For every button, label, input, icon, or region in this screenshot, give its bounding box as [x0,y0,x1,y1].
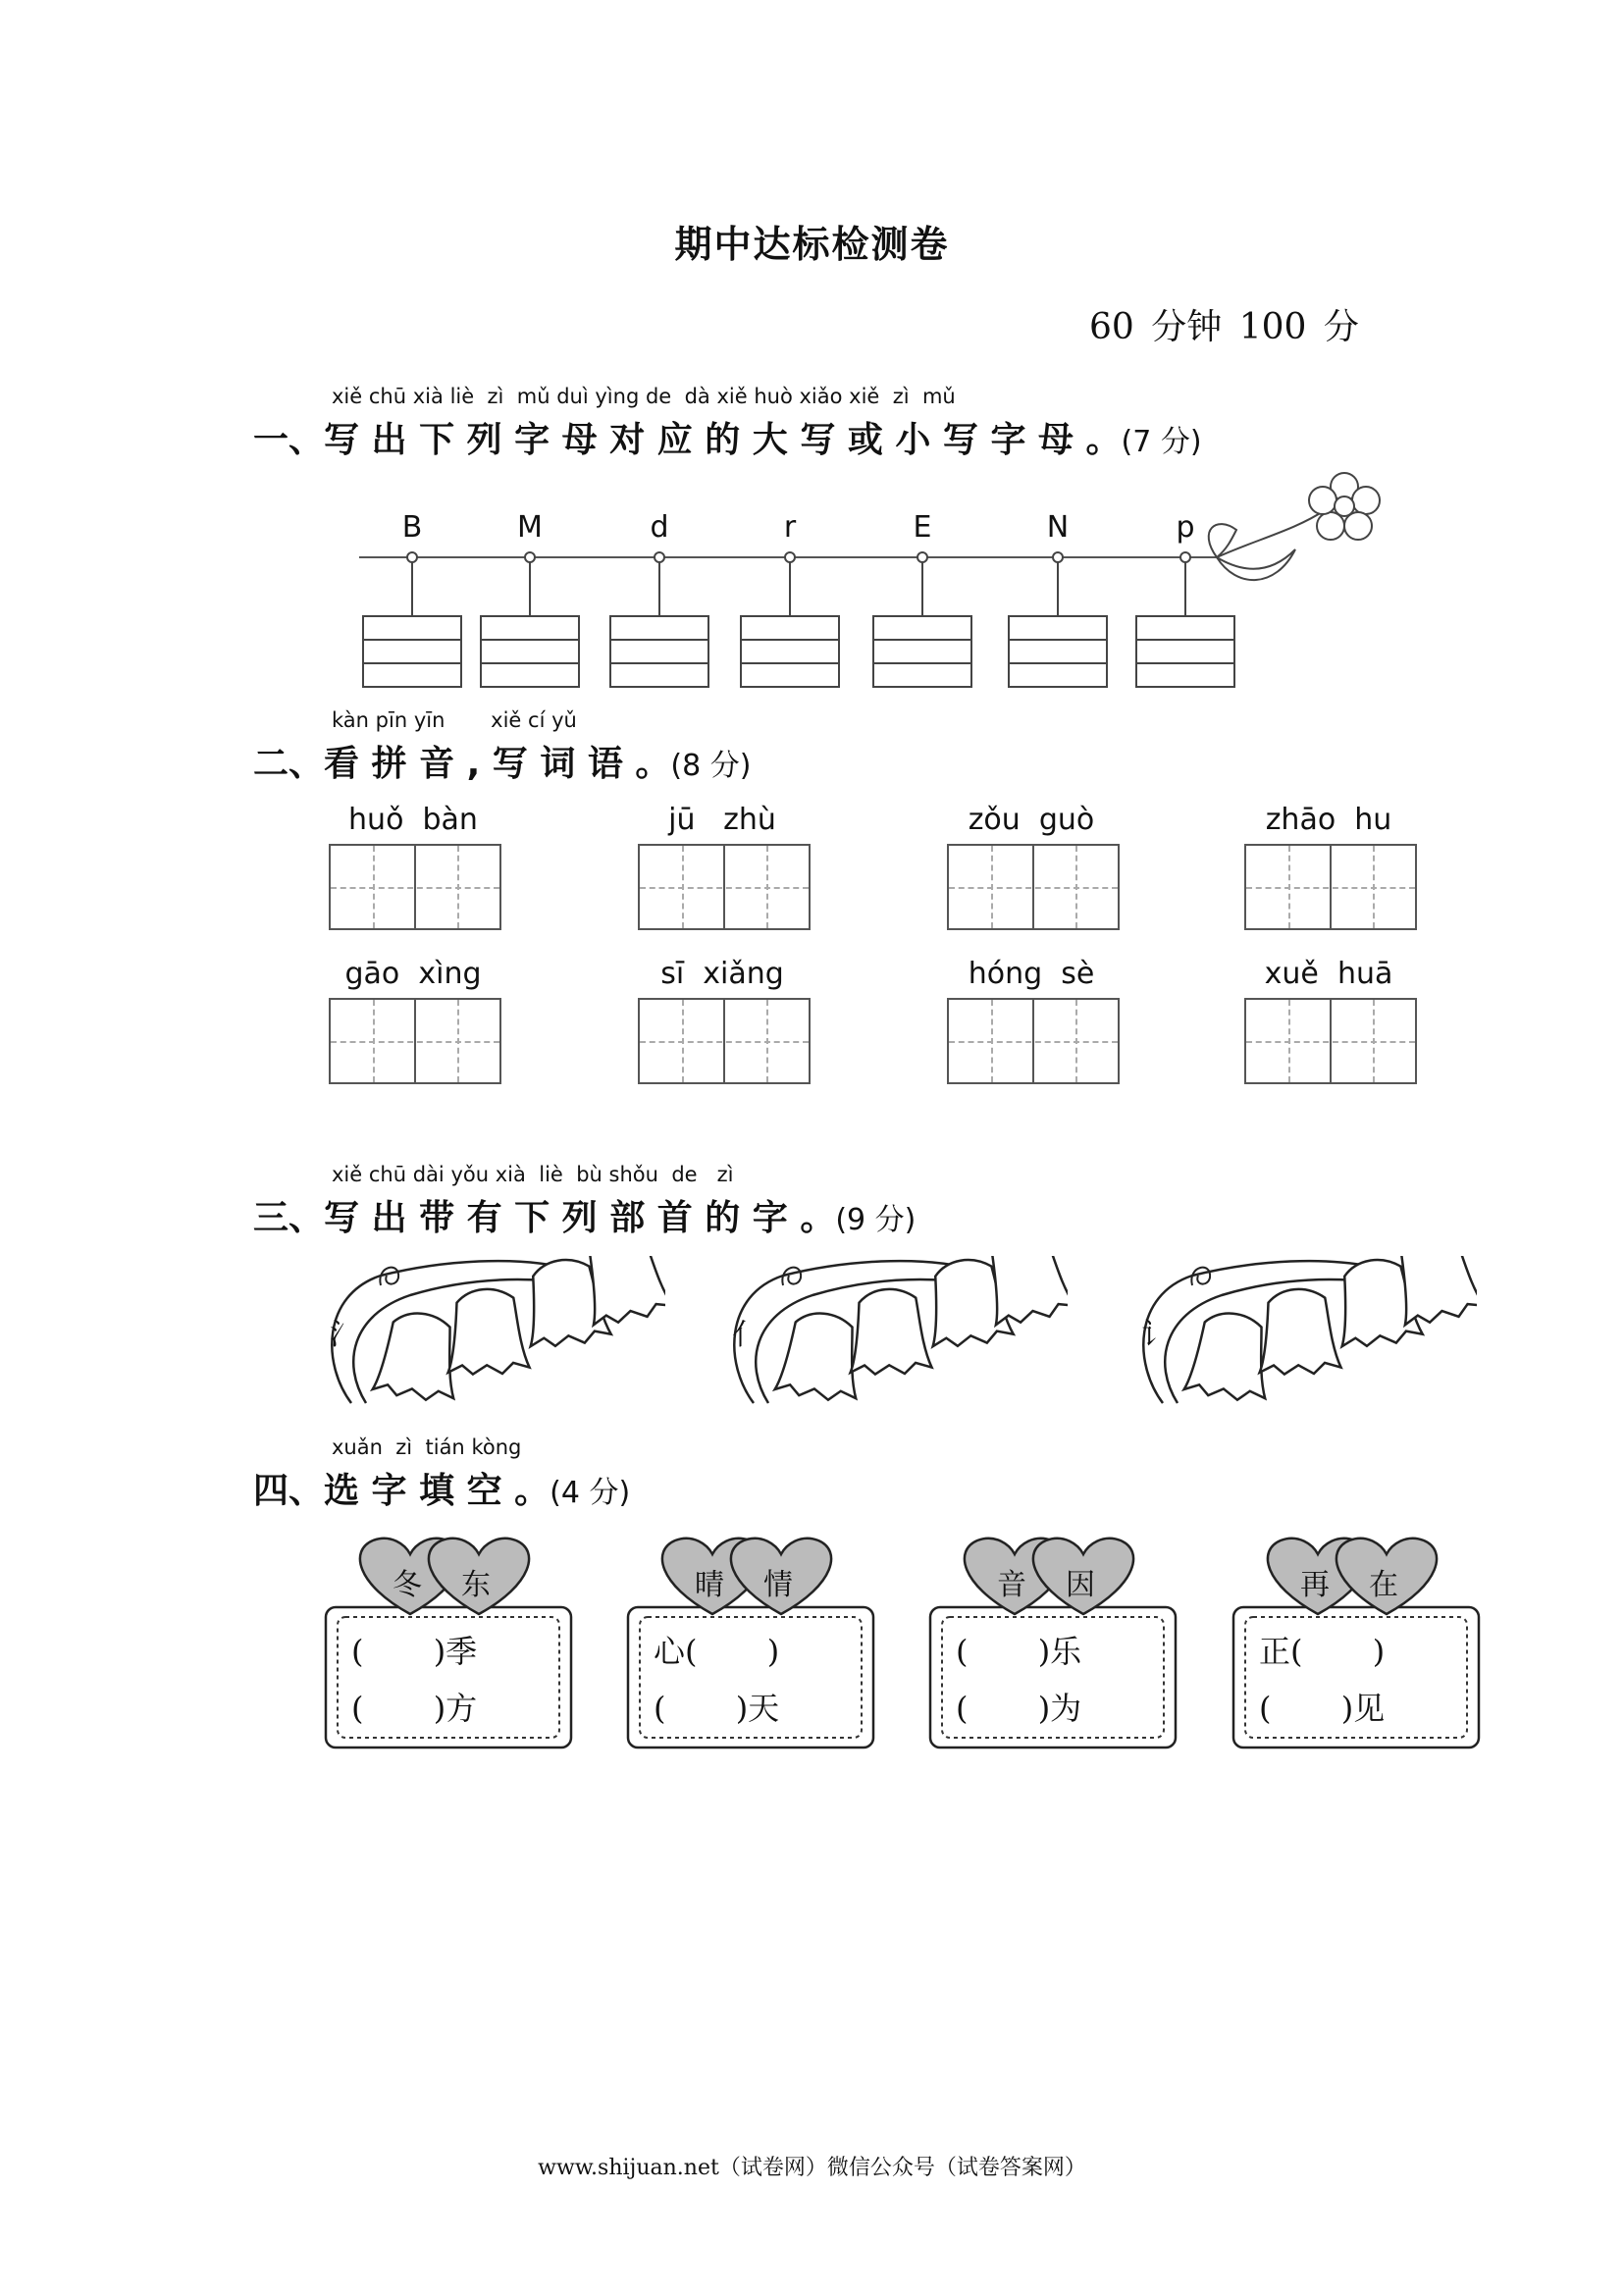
letter-1: M [517,510,543,545]
q3-label: 三、写 出 带 有 下 列 部 首 的 字 。(9 分) [253,1198,917,1238]
answer-box-5[interactable] [1007,549,1109,697]
fill-blank-0-0[interactable]: ( )季 [351,1633,478,1670]
heart-char-1-0: 晴 [695,1568,724,1602]
radical-flower-1[interactable] [724,1256,1068,1418]
q3-pinyin: xiě chū dài yǒu xià liè bù shǒu de zì [332,1163,734,1186]
word-pinyin-3: zhāo hu [1265,803,1392,837]
letter-4: E [913,510,932,545]
q2-pinyin: kàn pīn yīn xiě cí yǔ [332,708,577,732]
fill-blank-3-0[interactable]: 正( ) [1259,1633,1386,1670]
fill-blank-1-0[interactable]: 心( ) [654,1633,780,1670]
writing-grid-0[interactable] [329,844,501,930]
q4-pinyin: xuǎn zì tián kòng [332,1435,522,1459]
word-pinyin-5: sī xiǎng [660,957,784,991]
radical-flower-2[interactable] [1133,1256,1477,1418]
answer-box-3[interactable] [739,549,841,697]
word-pinyin-0: huǒ bàn [348,803,478,837]
word-pinyin-2: zǒu guò [968,803,1095,837]
radical-label-1: 亻 [732,1318,761,1352]
heart-char-0-0: 冬 [393,1568,422,1602]
letter-6: p [1176,510,1195,545]
radical-label-2: 讠 [1141,1318,1171,1352]
writing-grid-1[interactable] [638,844,811,930]
writing-grid-7[interactable] [1244,998,1417,1084]
fill-blank-0-1[interactable]: ( )方 [351,1690,478,1727]
answer-box-2[interactable] [608,549,710,697]
heart-char-3-1: 在 [1369,1568,1398,1602]
q1-label: 一、写 出 下 列 字 母 对 应 的 大 写 或 小 写 字 母 。(7 分) [253,420,1202,460]
fill-blank-2-0[interactable]: ( )乐 [956,1633,1082,1670]
answer-box-6[interactable] [1134,549,1236,697]
writing-grid-4[interactable] [329,998,501,1084]
heart-char-0-1: 东 [461,1568,491,1602]
radical-flower-0[interactable] [322,1256,665,1418]
heart-char-1-1: 情 [763,1568,793,1602]
q4-label: 四、选 字 填 空 。(4 分) [253,1471,631,1511]
answer-box-4[interactable] [871,549,973,697]
letter-2: d [650,510,669,545]
heart-char-3-0: 再 [1300,1568,1330,1602]
word-pinyin-7: xuě huā [1264,957,1393,991]
fill-blank-3-1[interactable]: ( )见 [1259,1690,1386,1727]
fill-blank-1-1[interactable]: ( )天 [654,1690,780,1727]
letter-5: N [1046,510,1070,545]
letter-0: B [401,510,423,545]
word-pinyin-6: hóng sè [968,957,1095,991]
writing-grid-6[interactable] [947,998,1120,1084]
letter-3: r [783,510,797,545]
word-pinyin-4: gāo xìng [344,957,482,991]
time-score: 60 分钟 100 分 [1089,307,1359,347]
page-title: 期中达标检测卷 [674,223,950,266]
q2-label: 二、看 拼 音 , 写 词 语 。(8 分) [253,744,752,784]
writing-grid-5[interactable] [638,998,811,1084]
heart-char-2-1: 因 [1066,1568,1095,1602]
q1-pinyin: xiě chū xià liè zì mǔ duì yìng de dà xiě huò xiǎo xiě zì mǔ [332,385,956,408]
answer-box-1[interactable] [479,549,581,697]
footer: www.shijuan.net（试卷网）微信公众号（试卷答案网） [538,2156,1086,2180]
heart-char-2-0: 音 [997,1568,1026,1602]
word-pinyin-1: jū zhù [668,803,776,837]
radical-label-0: 氵 [330,1318,359,1352]
fill-blank-2-1[interactable]: ( )为 [956,1690,1082,1727]
answer-box-0[interactable] [361,549,463,697]
writing-grid-3[interactable] [1244,844,1417,930]
writing-grid-2[interactable] [947,844,1120,930]
